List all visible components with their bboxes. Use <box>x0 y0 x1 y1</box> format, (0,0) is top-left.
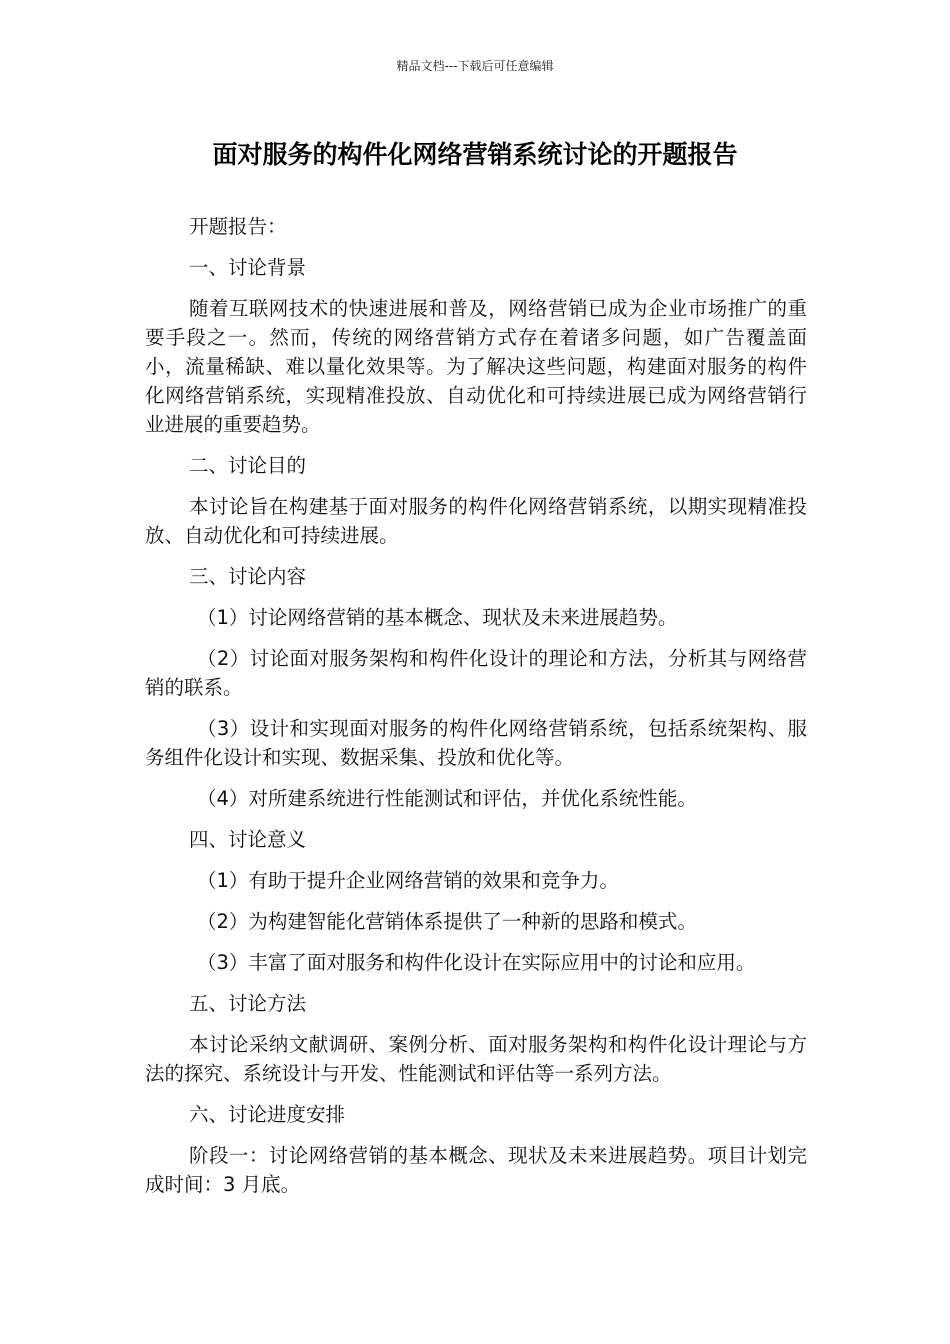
section-heading-purpose: 二、讨论目的 <box>189 454 307 477</box>
content-item-4: （4）对所建系统进行性能测试和评估，并优化系统性能。 <box>197 787 697 810</box>
section-heading-methods: 五、讨论方法 <box>189 992 307 1015</box>
purpose-paragraph: 本讨论旨在构建基于面对服务的构件化网络营销系统，以期实现精准投放、自动优化和可持续进展。 <box>145 495 807 547</box>
content-item-2: （2）讨论面对服务架构和构件化设计的理论和方法，分析其与网络营销的联系。 <box>145 647 807 699</box>
section-heading-background: 一、讨论背景 <box>189 256 307 279</box>
section-heading-schedule: 六、讨论进度安排 <box>189 1103 346 1126</box>
content-item-3: （3）设计和实现面对服务的构件化网络营销系统，包括系统架构、服务组件化设计和实现、数据采集、投放和优化等。 <box>145 717 807 769</box>
significance-item-1: （1）有助于提升企业网络营销的效果和竞争力。 <box>197 869 619 892</box>
content-item-1: （1）讨论网络营销的基本概念、现状及未来进展趋势。 <box>197 606 678 629</box>
schedule-paragraph: 阶段一：讨论网络营销的基本概念、现状及未来进展趋势。项目计划完成时间：3 月底。 <box>145 1144 807 1196</box>
section-heading-content: 三、讨论内容 <box>189 565 307 588</box>
document-title: 面对服务的构件化网络营销系统讨论的开题报告 <box>212 140 738 169</box>
background-paragraph: 随着互联网技术的快速进展和普及，网络营销已成为企业市场推广的重要手段之一。然而，传统的网络营销方式存在着诸多问题，如广告覆盖面小，流量稀缺、难以量化效果等。为了解决这些问题，构建面对服务的构件化网络营销系统，实现精准投放、自动优化和可持续进展已成为网络营销行业进展的重要趋势。 <box>145 297 807 436</box>
significance-item-2: （2）为构建智能化营销体系提供了一种新的思路和模式。 <box>197 910 697 933</box>
document-body <box>145 212 807 1211</box>
header-note: 精品文档---下载后可任意编辑 <box>396 59 554 73</box>
significance-item-3: （3）丰富了面对服务和构件化设计在实际应用中的讨论和应用。 <box>197 951 756 974</box>
section-heading-significance: 四、讨论意义 <box>189 828 307 851</box>
report-label: 开题报告： <box>189 215 287 238</box>
methods-paragraph: 本讨论采纳文献调研、案例分析、面对服务架构和构件化设计理论与方法的探究、系统设计与开发、性能测试和评估等一系列方法。 <box>145 1033 807 1085</box>
